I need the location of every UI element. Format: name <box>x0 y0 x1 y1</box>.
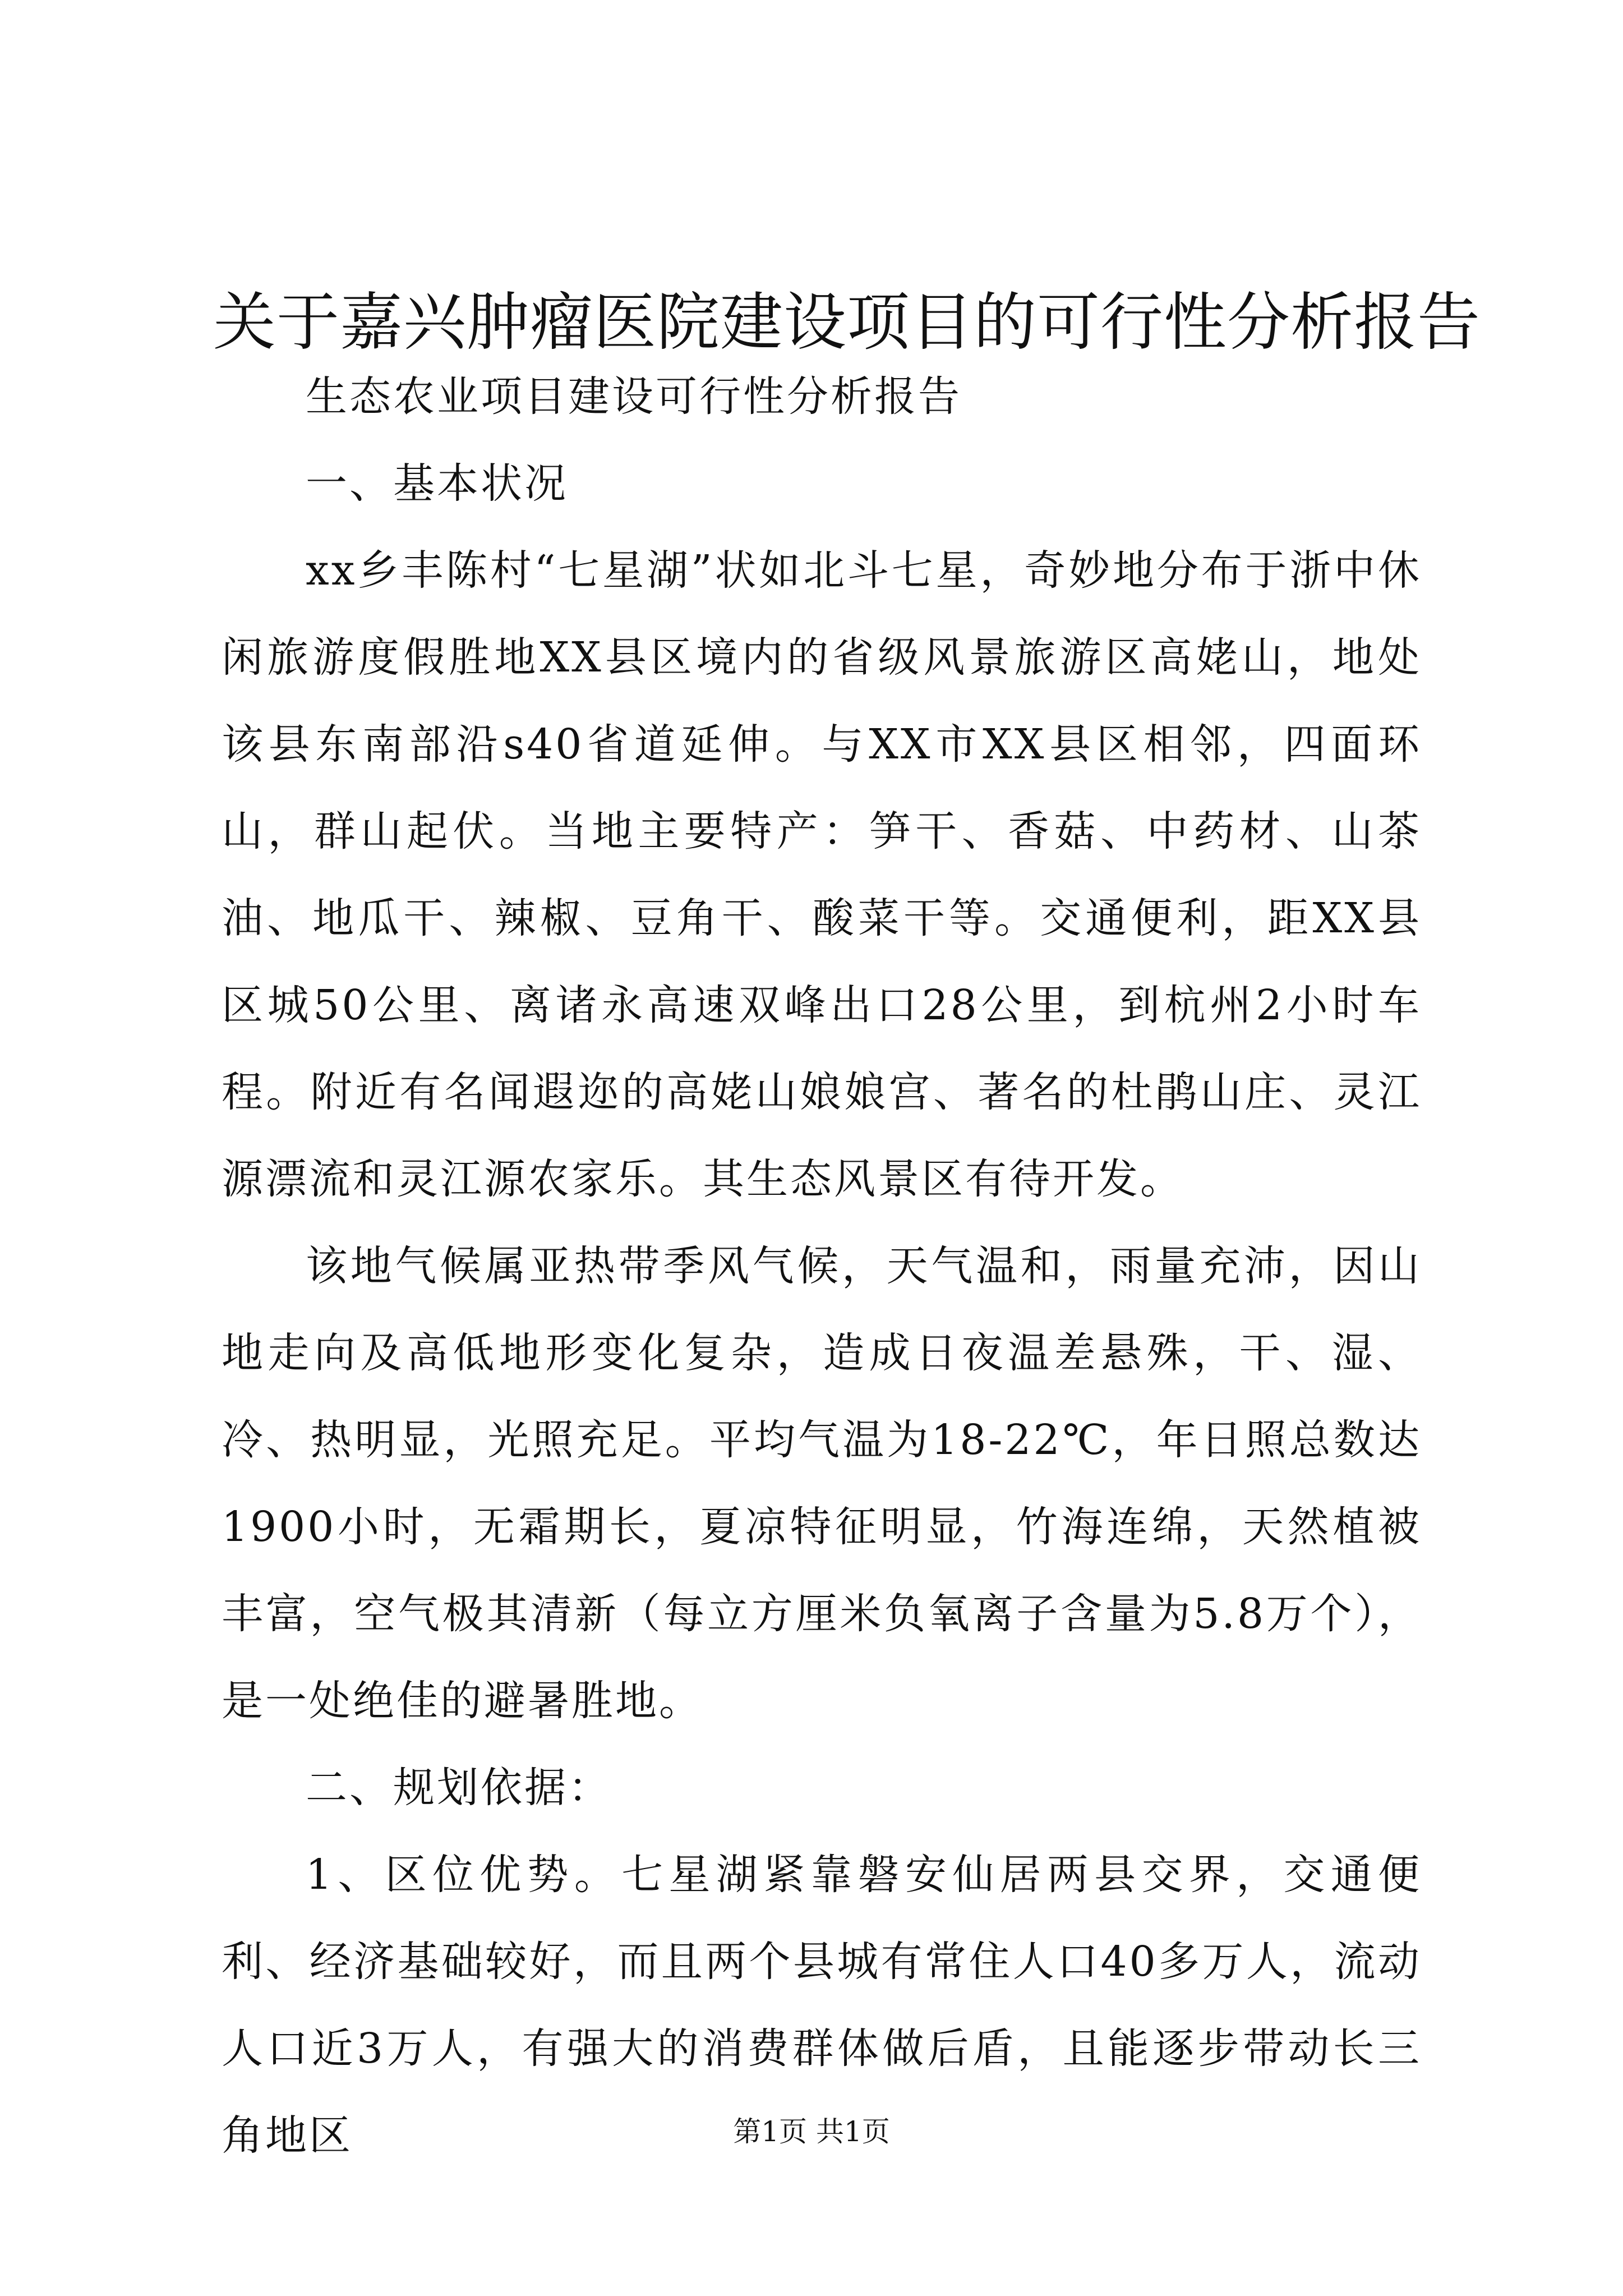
section-heading-basic: 一、基本状况 <box>306 459 568 508</box>
section-heading-planning: 二、规划依据： <box>306 1764 612 1812</box>
body-paragraph: 该地气候属亚热带季风气候，天气温和，雨量充沛，因山地走向及高低地形变化复杂，造成日夜温差悬殊，干、湿、冷、热明显，光照充足。平均气温为18-22℃，年日照总数达1900小时，无霜期长，夏凉特征明显，竹海连绵，天然植被丰富，空气极其清新（每立方厘米负氧离子含量为5.8万个），是一处绝佳的避暑胜地。 <box>222 1242 1422 1725</box>
body-paragraph: 1、区位优势。七星湖紧靠磐安仙居两县交界，交通便利、经济基础较好，而且两个县城有常住人口40多万人，流动人口近3万人，有强大的消费群体做后盾，且能逐步带动长三角地区 <box>222 1851 1422 2160</box>
document-title: 关于嘉兴肿瘤医院建设项目的可行性分析报告 <box>213 286 1481 359</box>
subtitle-paragraph: 生态农业项目建设可行性分析报告 <box>306 372 962 421</box>
page-footer: 第1页 共1页 <box>733 2115 890 2148</box>
document-body <box>222 353 1422 2179</box>
body-paragraph: xx乡丰陈村“七星湖”状如北斗七星，奇妙地分布于浙中休闲旅游度假胜地XX县区境内的省级风景旅游区高姥山，地处该县东南部沿s40省道延伸。与XX市XX县区相邻，四面环山，群山起伏。当地主要特产：笋干、香菇、中药材、山茶油、地瓜干、辣椒、豆角干、酸菜干等。交通便利，距XX县区城50公里、离诸永高速双峰出口28公里，到杭州2小时车程。附近有名闻遐迩的高姥山娘娘宫、著名的杜鹃山庄、灵江源漂流和灵江源农家乐。其生态风景区有待开发。 <box>222 546 1422 1203</box>
